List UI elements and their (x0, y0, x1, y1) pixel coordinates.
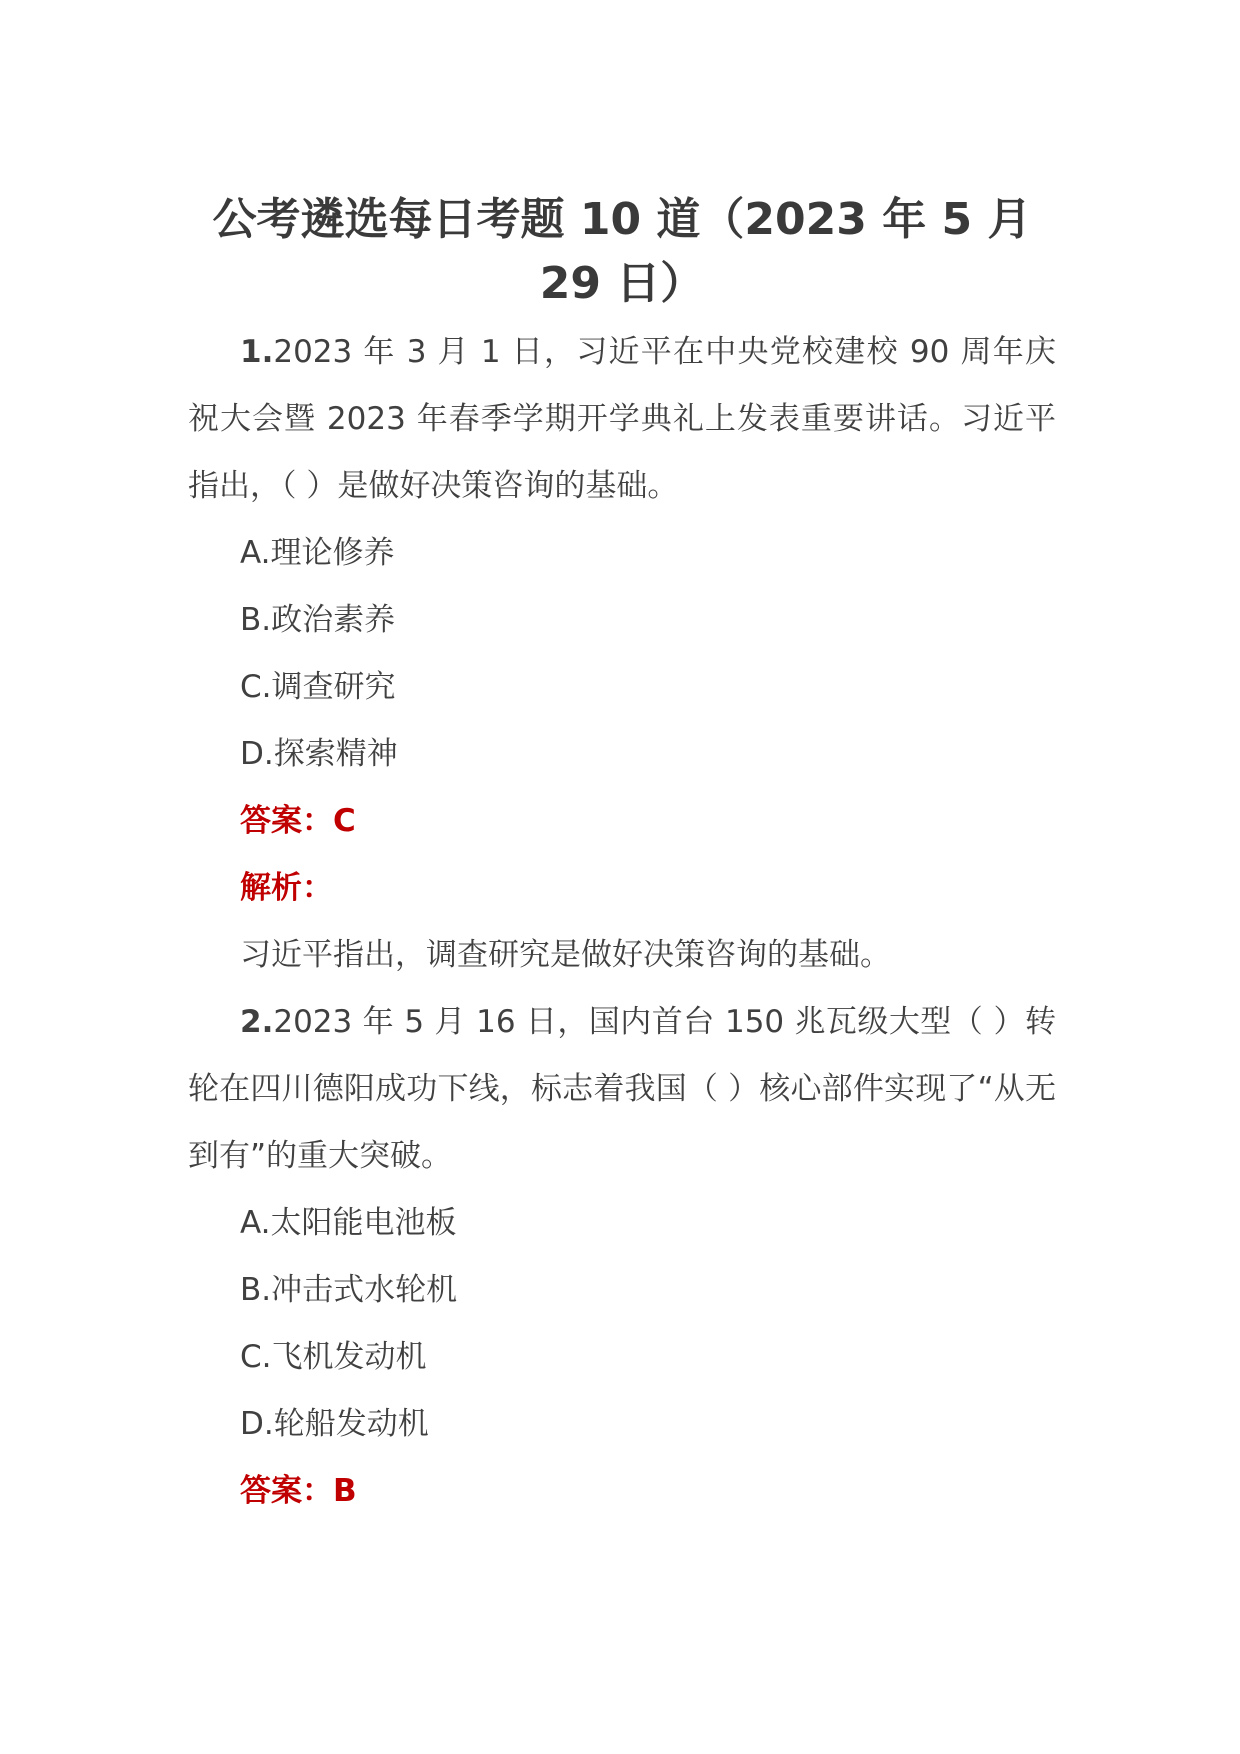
document-title (188, 188, 1056, 316)
question-1-answer: 答案：C (240, 803, 356, 839)
question-2-option-a: A.太阳能电池板 (240, 1205, 457, 1241)
document-page (188, 188, 1056, 1525)
question-1-option-c: C.调查研究 (240, 669, 396, 705)
question-2-answer: 答案：B (240, 1473, 357, 1509)
question-2-option-c: C.飞机发动机 (240, 1339, 427, 1375)
question-1-analysis-label: 解析： (240, 870, 333, 906)
question-1-option-b: B.政治素养 (240, 602, 396, 638)
title-line-1: 公考遴选每日考题 10 道（2023 年 5 月 (212, 194, 1032, 245)
question-1-stem (188, 319, 1056, 520)
question-1-option-d: D.探索精神 (240, 736, 398, 772)
question-1-text: 2023 年 3 月 1 日，习近平在中央党校建校 90 周年庆祝大会暨 2023 年春季学期开学典礼上发表重要讲话。习近平指出，（ ）是做好决策咨询的基础。 (188, 334, 1056, 504)
title-line-2: 29 日） (539, 258, 705, 309)
question-1-analysis-text: 习近平指出，调查研究是做好决策咨询的基础。 (240, 937, 891, 973)
question-1-number: 1. (240, 334, 274, 370)
question-2-option-b: B.冲击式水轮机 (240, 1272, 458, 1308)
question-2-stem (188, 989, 1056, 1190)
question-2-option-d: D.轮船发动机 (240, 1406, 429, 1442)
question-1-option-a: A.理论修养 (240, 535, 395, 571)
question-2-number: 2. (240, 1004, 274, 1040)
question-2-text: 2023 年 5 月 16 日，国内首台 150 兆瓦级大型（ ）转轮在四川德阳成功下线，标志着我国（ ）核心部件实现了“从无到有”的重大突破。 (188, 1004, 1056, 1174)
